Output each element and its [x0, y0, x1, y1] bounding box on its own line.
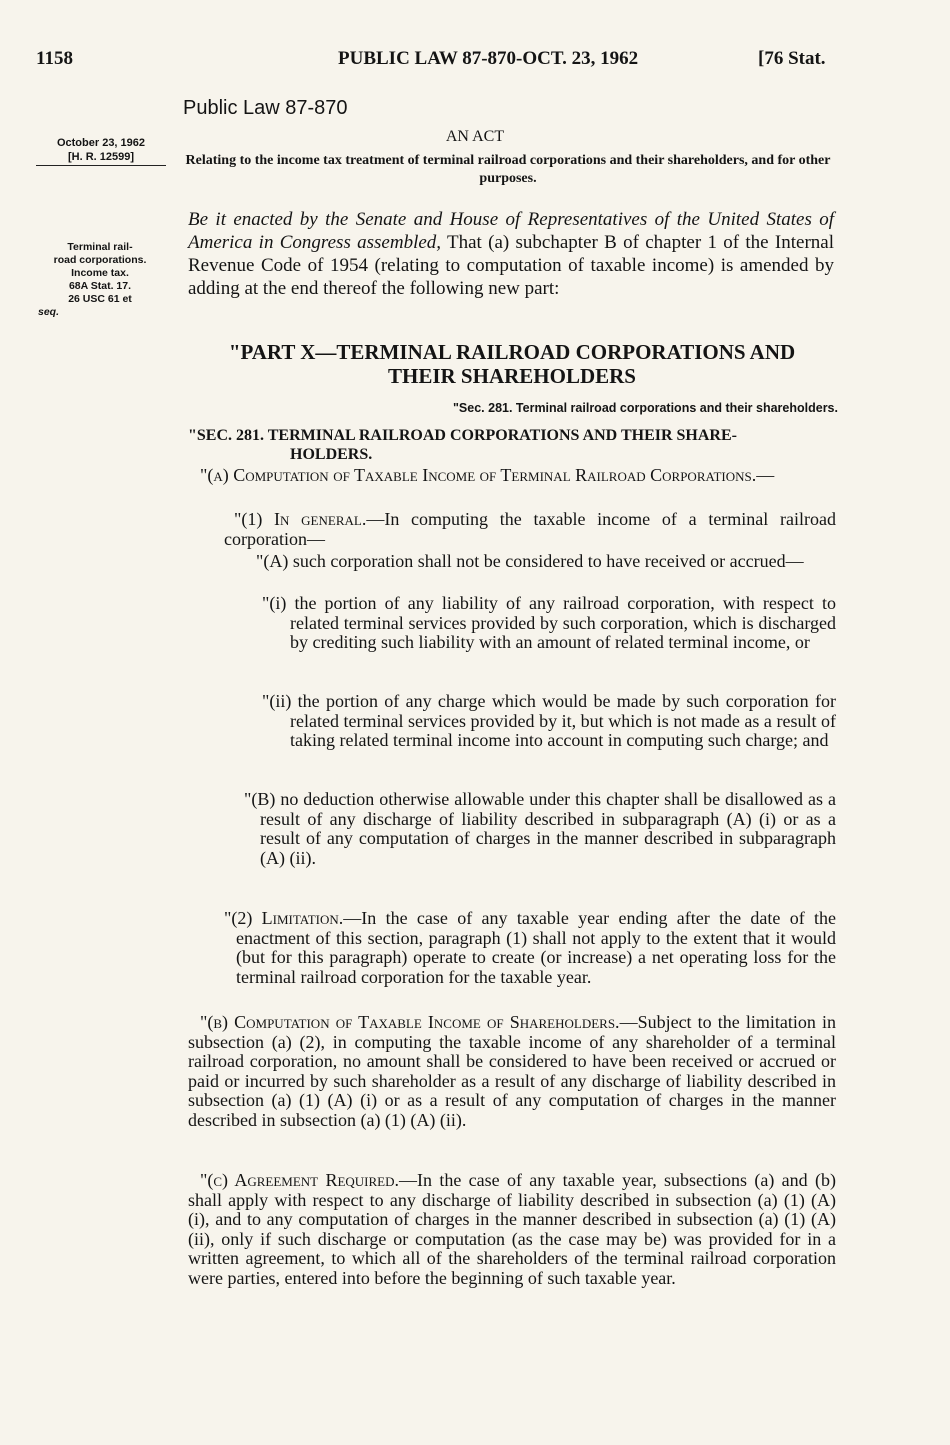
paragraph-a2 [224, 909, 836, 987]
part-heading-line: THEIR SHAREHOLDERS [388, 364, 636, 388]
section-heading [188, 426, 836, 464]
subsection-heading-text: "(a) Computation of Taxable Income of Terminal Railroad Corporations.— [200, 465, 775, 485]
public-law-title: Public Law 87-870 [183, 97, 348, 119]
margin-note: road corporations. [53, 254, 147, 266]
subparagraph-B: "(B) no deduction otherwise allowable under this chapter shall be disallowed as a result of any discharge of liability described in subparagraph (A) (i) or as a result of any computation of charges in the manner described in subparagraph (A) (ii). [244, 789, 836, 868]
margin-date: October 23, 1962 [56, 137, 146, 149]
page-number: 1158 [36, 48, 73, 69]
running-header [36, 48, 844, 74]
margin-note: 68A Stat. 17. [68, 280, 132, 292]
section-heading-line: "SEC. 281. TERMINAL RAILROAD CORPORATIONS AND THEIR SHARE- [188, 427, 737, 444]
paragraph-lead: "(1) In general. [234, 509, 367, 529]
subsection-a-heading [188, 466, 836, 486]
margin-note: 26 USC 61 et [68, 293, 132, 305]
enacting-clause-text: That (a) subchapter B of chapter 1 of the Internal Revenue Code of 1954 (relating to computation of taxable income) is amended by adding at the end thereof the following new part: [188, 232, 834, 299]
enacting-clause [188, 208, 834, 300]
margin-note: seq. [38, 306, 60, 318]
paragraph-text: —In the case of any taxable year ending after the date of the enactment of this section, paragraph (1) shall not apply to the extent that it would (but for this paragraph) operate to create (or increase) a net operating loss for the terminal railroad corporation for the taxable year. [236, 908, 836, 987]
enacting-clause-italic: Be it enacted by the Senate and House of Representatives of the United States of America in Congress assembled, [188, 209, 834, 253]
paragraph-text: —In computing the taxable income of a terminal railroad corporation— [224, 509, 836, 549]
volume-reference: [76 Stat. [758, 48, 826, 69]
subsection-text: —Subject to the limitation in subsection (a) (2), in computing the taxable income of any shareholder of a terminal railroad corporation, no amount shall be considered to have been received or accrued or paid or incurred by such shareholder as a result of any discharge of liability described in subsection (a) (1) (A) (i) or as a result of any computation of charges in the manner described in subsection (a) (1) (A) (ii). [188, 1012, 836, 1130]
margin-notes [34, 241, 166, 319]
subsection-c [188, 1171, 836, 1289]
table-of-sections-entry: "Sec. 281. Terminal railroad corporations and their shareholders. [453, 401, 838, 415]
part-heading-line: "PART X—TERMINAL RAILROAD CORPORATIONS AND [228, 340, 796, 364]
running-title: PUBLIC LAW 87-870-OCT. 23, 1962 [338, 48, 639, 69]
paragraph-a1 [224, 510, 836, 549]
act-purpose: Relating to the income tax treatment of terminal railroad corporations and their shareholders, and for other purposes. [185, 153, 831, 186]
margin-date-block [36, 136, 166, 166]
subsection-text: —In the case of any taxable year, subsections (a) and (b) shall apply with respect to any discharge of liability described in subsection (a) (1) (A) (i), and to any computation of charges in the manner described in subsection (a) (1) (A) (ii), only if such discharge or computation (as the case may be) was provided for in a written agreement, to which all of the shareholders of the terminal railroad corporation were parties, entered into before the beginning of such taxable year. [188, 1170, 836, 1288]
subsection-lead: "(c) Agreement Required. [200, 1170, 400, 1190]
subsection-b [188, 1013, 836, 1131]
margin-note: Income tax. [71, 267, 129, 279]
subsection-lead: "(b) Computation of Taxable Income of Shareholders. [200, 1012, 620, 1032]
section-heading-line: HOLDERS. [290, 446, 373, 463]
paragraph-lead: "(2) Limitation. [224, 908, 344, 928]
subparagraph-A: "(A) such corporation shall not be considered to have received or accrued— [256, 551, 804, 571]
clause-ii: "(ii) the portion of any charge which would be made by such corporation for related terminal services provided by it, but which is not made as a result of taking related terminal income into account in computing such charge; and [262, 691, 836, 751]
margin-note: Terminal rail- [67, 241, 133, 253]
margin-bill-number: [H. R. 12599] [36, 150, 166, 166]
act-label: AN ACT [445, 128, 505, 145]
part-heading [188, 340, 836, 388]
clause-i: "(i) the portion of any liability of any railroad corporation, with respect to related terminal services provided by such corporation, which is discharged by crediting such liability with an amount of related terminal income, or [262, 593, 836, 653]
